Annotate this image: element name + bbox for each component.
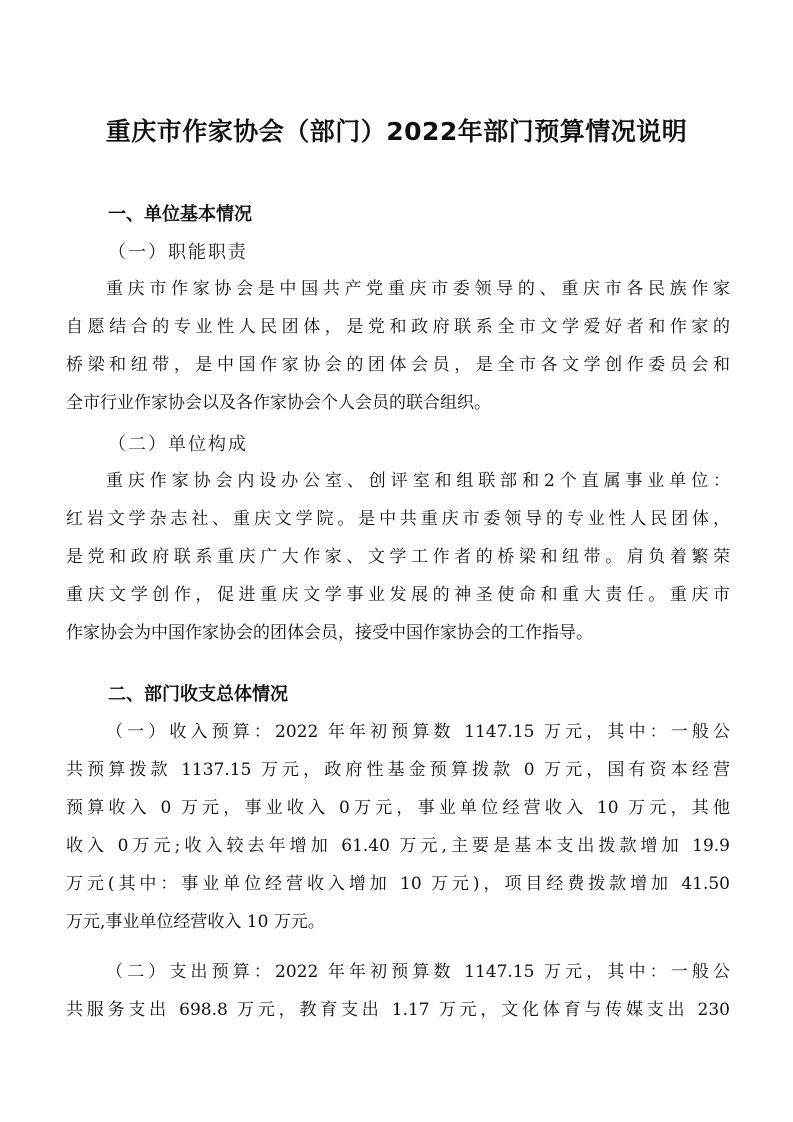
- paragraph-line: （二）支出预算：2022 年年初预算数 1147.15 万元，其中：一般公: [106, 962, 730, 982]
- paragraph-line: 自愿结合的专业性人民团体，是党和政府联系全市文学爱好者和作家的: [66, 317, 730, 337]
- paragraph-line: 全市行业作家协会以及各作家协会个人会员的联合组织。: [66, 393, 491, 413]
- paragraph-functions: [66, 270, 730, 422]
- paragraph-line: 重庆作家协会内设办公室、创评室和组联部和2个直属事业单位：: [106, 471, 730, 491]
- paragraph-line: 是党和政府联系重庆广大作家、文学工作者的桥梁和纽带。肩负着繁荣: [66, 547, 730, 567]
- paragraph-line: 重庆市作家协会是中国共产党重庆市委领导的、重庆市各民族作家: [106, 279, 730, 299]
- document-title: 重庆市作家协会（部门）2022年部门预算情况说明: [105, 117, 688, 146]
- paragraph-line: 万元,事业单位经营收入 10 万元。: [66, 912, 325, 932]
- paragraph-line: 共服务支出 698.8 万元，教育支出 1.17 万元，文化体育与传媒支出 230: [66, 1000, 730, 1020]
- paragraph-line: 预算收入 0 万元，事业收入 0万元，事业单位经营收入 10 万元，其他: [66, 798, 730, 818]
- paragraph-line: 红岩文学杂志社、重庆文学院。是中共重庆市委领导的专业性人民团体，: [66, 509, 730, 529]
- paragraph-line: 收入 0万元;收入较去年增加 61.40 万元,主要是基本支出拨款增加 19.9: [66, 836, 730, 856]
- paragraph-income-budget: [66, 713, 730, 941]
- paragraph-line: 作家协会为中国作家协会的团体会员，接受中国作家协会的工作指导。: [66, 623, 593, 643]
- paragraph-expenditure-budget: [66, 953, 730, 1029]
- paragraph-structure: [66, 462, 730, 652]
- paragraph-line: 万元(其中：事业单位经营收入增加 10 万元)，项目经费拨款增加 41.50: [66, 874, 730, 894]
- paragraph-line: （一）收入预算：2022 年年初预算数 1147.15 万元，其中：一般公: [106, 722, 730, 742]
- subsection-heading-structure: （二）单位构成: [108, 434, 248, 455]
- section-heading-basic-info: 一、单位基本情况: [108, 204, 252, 225]
- paragraph-line: 共预算拨款 1137.15 万元，政府性基金预算拨款 0 万元，国有资本经营: [66, 760, 730, 780]
- paragraph-line: 桥梁和纽带，是中国作家协会的团体会员，是全市各文学创作委员会和: [66, 355, 730, 375]
- paragraph-line: 重庆文学创作，促进重庆文学事业发展的神圣使命和重大责任。重庆市: [66, 585, 730, 605]
- subsection-heading-functions: （一）职能职责: [108, 242, 248, 263]
- section-heading-budget-overview: 二、部门收支总体情况: [108, 684, 288, 705]
